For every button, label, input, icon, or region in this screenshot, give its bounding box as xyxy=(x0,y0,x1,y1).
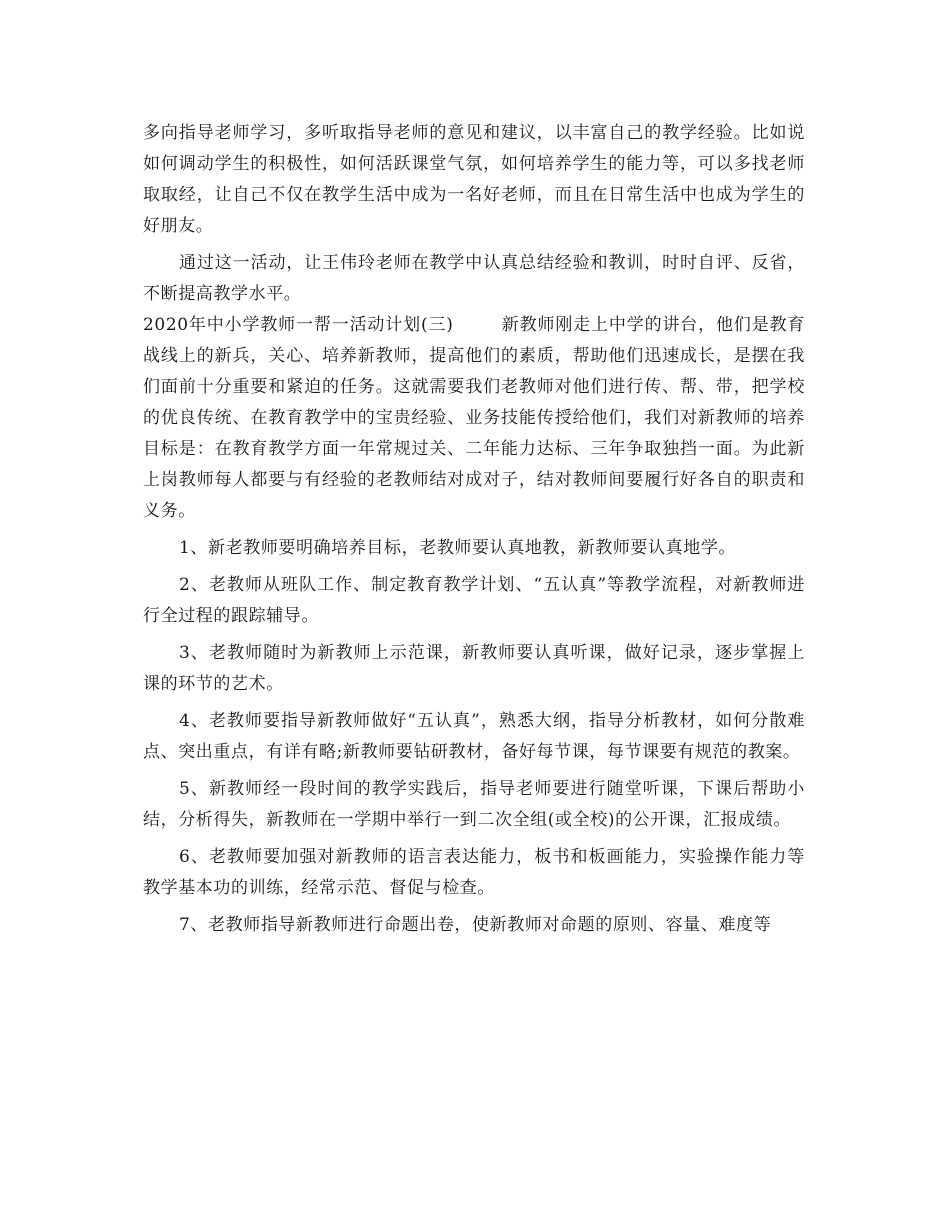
paragraph-plan-three xyxy=(143,310,805,527)
list-item-2: 2、老教师从班队工作、制定教育教学计划、“五认真”等教学流程，对新教师进行全过程的跟踪辅导。 xyxy=(143,575,805,626)
document-page xyxy=(143,118,805,941)
list-item-6: 6、老教师要加强对新教师的语言表达能力，板书和板画能力，实验操作能力等教学基本功的训练，经常示范、督促与检查。 xyxy=(143,847,805,898)
list-item-7: 7、老教师指导新教师进行命题出卷，使新教师对命题的原则、容量、难度等 xyxy=(179,915,772,935)
list-item-1: 1、新老教师要明确培养目标，老教师要认真地教，新教师要认真地学。 xyxy=(179,538,737,558)
list-item-5: 5、新教师经一段时间的教学实践后，指导老师要进行随堂听课，下课后帮助小结，分析得失，新教师在一学期中举行一到二次全组(或全校)的公开课，汇报成绩。 xyxy=(143,779,805,830)
plan-intro: 新教师刚走上中学的讲台，他们是教育战线上的新兵，关心、培养新教师，提高他们的素质，帮助他们迅速成长，是摆在我们面前十分重要和紧迫的任务。这就需要我们老教师对他们进行传、帮、带，把学校的优良传统、在教育教学中的宝贵经验、业务技能传授给他们，我们对新教师的培养目标是：在教育教学方面一年常规过关、二年能力达标、三年争取独挡一面。为此新上岗教师每人都要与有经验的老教师结对成对子，结对教师间要履行好各自的职责和义务。 xyxy=(143,315,806,521)
plan-title: 2020年中小学教师一帮一活动计划(三) xyxy=(143,315,454,335)
paragraph-summary: 通过这一活动，让王伟玲老师在教学中认真总结经验和教训，时时自评、反省，不断提高教学水平。 xyxy=(143,253,805,304)
paragraph-guidance: 多向指导老师学习，多听取指导老师的意见和建议，以丰富自己的教学经验。比如说如何调动学生的积极性，如何活跃课堂气氛，如何培养学生的能力等，可以多找老师取取经，让自己不仅在教学生活中成为一名好老师，而且在日常生活中也成为学生的好朋友。 xyxy=(143,123,805,236)
list-item-4: 4、老教师要指导新教师做好“五认真”，熟悉大纲，指导分析教材，如何分散难点、突出重点，有详有略;新教师要钻研教材，备好每节课，每节课要有规范的教案。 xyxy=(143,711,805,762)
list-item-3: 3、老教师随时为新教师上示范课，新教师要认真听课，做好记录，逐步掌握上课的环节的艺术。 xyxy=(143,643,805,694)
